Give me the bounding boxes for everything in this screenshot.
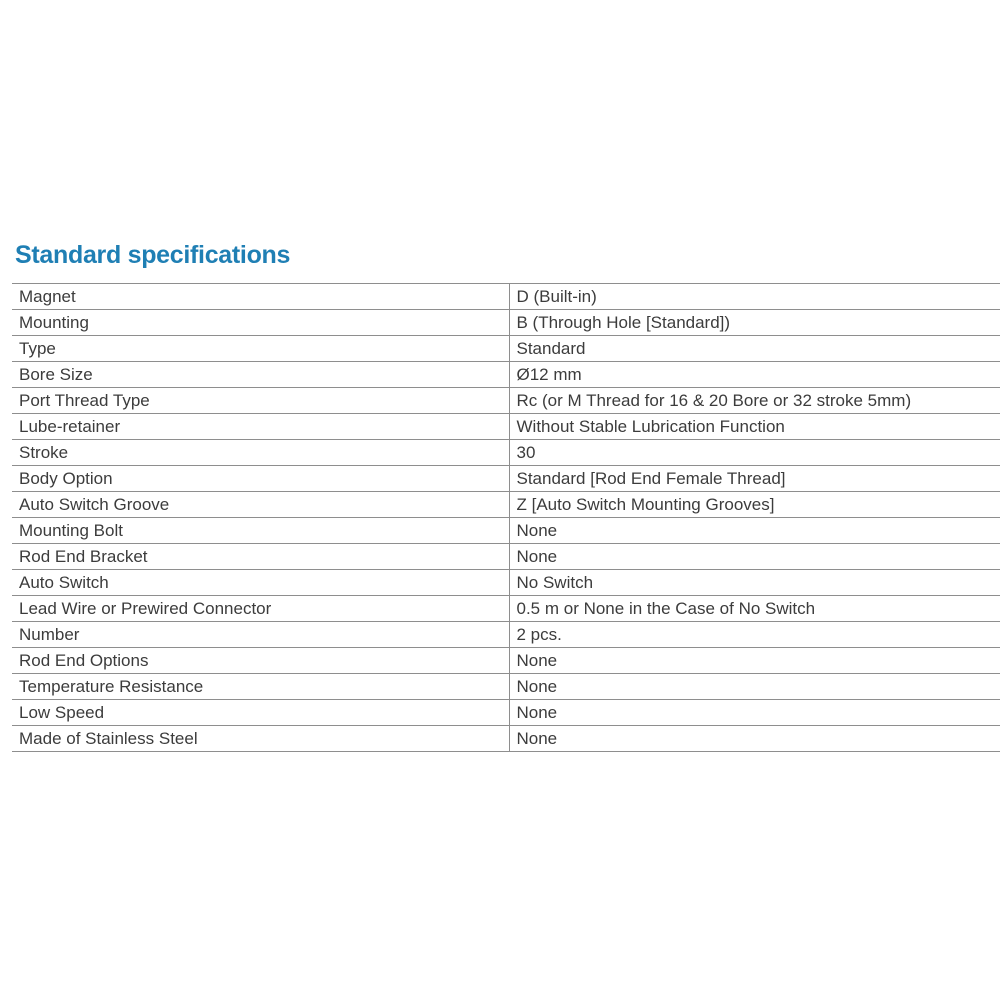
spec-value: 30 xyxy=(509,440,1000,466)
spec-value: 2 pcs. xyxy=(509,622,1000,648)
spec-value: None xyxy=(509,700,1000,726)
spec-value: None xyxy=(509,544,1000,570)
spec-label: Auto Switch Groove xyxy=(12,492,509,518)
spec-value: None xyxy=(509,518,1000,544)
table-row xyxy=(12,726,1000,752)
spec-value: Standard xyxy=(509,336,1000,362)
specifications-table xyxy=(12,283,1000,752)
spec-value: Without Stable Lubrication Function xyxy=(509,414,1000,440)
table-row xyxy=(12,284,1000,310)
spec-label: Mounting Bolt xyxy=(12,518,509,544)
table-row xyxy=(12,674,1000,700)
page-title: Standard specifications xyxy=(15,241,291,269)
spec-value: Z [Auto Switch Mounting Grooves] xyxy=(509,492,1000,518)
spec-label: Body Option xyxy=(12,466,509,492)
spec-label: Low Speed xyxy=(12,700,509,726)
spec-value: None xyxy=(509,674,1000,700)
spec-label: Stroke xyxy=(12,440,509,466)
spec-label: Lead Wire or Prewired Connector xyxy=(12,596,509,622)
spec-value: Standard [Rod End Female Thread] xyxy=(509,466,1000,492)
spec-value: Rc (or M Thread for 16 & 20 Bore or 32 stroke 5mm) xyxy=(509,388,1000,414)
table-row xyxy=(12,414,1000,440)
spec-label: Lube-retainer xyxy=(12,414,509,440)
spec-label: Rod End Options xyxy=(12,648,509,674)
spec-label: Number xyxy=(12,622,509,648)
spec-value: D (Built-in) xyxy=(509,284,1000,310)
spec-value: Ø12 mm xyxy=(509,362,1000,388)
spec-value: None xyxy=(509,648,1000,674)
table-row xyxy=(12,440,1000,466)
table-row xyxy=(12,362,1000,388)
table-row xyxy=(12,492,1000,518)
spec-label: Magnet xyxy=(12,284,509,310)
table-row xyxy=(12,648,1000,674)
table-row xyxy=(12,336,1000,362)
spec-label: Type xyxy=(12,336,509,362)
spec-label: Bore Size xyxy=(12,362,509,388)
spec-label: Mounting xyxy=(12,310,509,336)
spec-value: None xyxy=(509,726,1000,752)
spec-value: B (Through Hole [Standard]) xyxy=(509,310,1000,336)
table-row xyxy=(12,310,1000,336)
table-row xyxy=(12,544,1000,570)
spec-label: Auto Switch xyxy=(12,570,509,596)
table-row xyxy=(12,518,1000,544)
spec-value: 0.5 m or None in the Case of No Switch xyxy=(509,596,1000,622)
table-row xyxy=(12,570,1000,596)
spec-label: Made of Stainless Steel xyxy=(12,726,509,752)
table-row xyxy=(12,466,1000,492)
table-row xyxy=(12,596,1000,622)
spec-label: Port Thread Type xyxy=(12,388,509,414)
spec-value: No Switch xyxy=(509,570,1000,596)
spec-label: Rod End Bracket xyxy=(12,544,509,570)
table-row xyxy=(12,388,1000,414)
spec-label: Temperature Resistance xyxy=(12,674,509,700)
table-row xyxy=(12,700,1000,726)
table-row xyxy=(12,622,1000,648)
